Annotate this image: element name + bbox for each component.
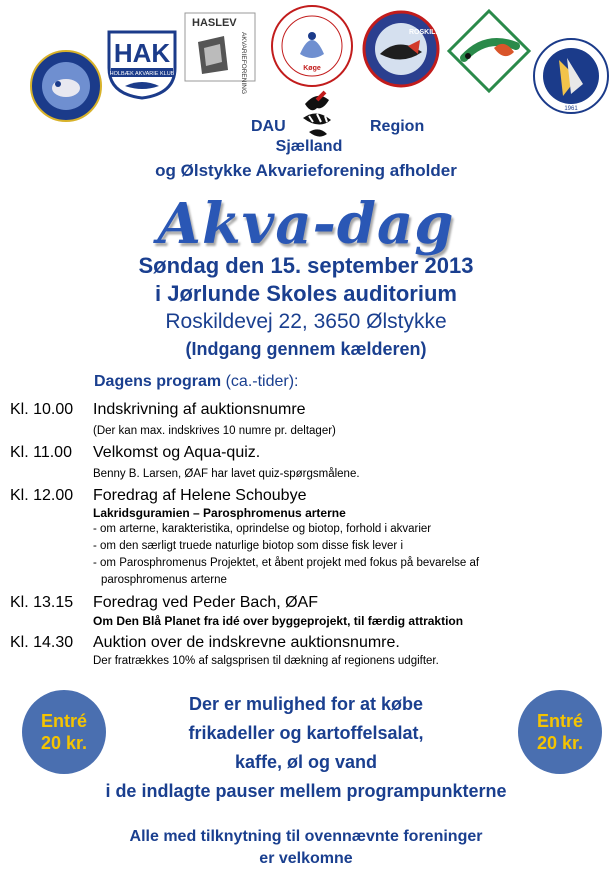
offer-line-2: frikadeller og kartoffelsalat, [188, 723, 424, 743]
program-heading-title: Dagens program [94, 373, 222, 390]
roskilde-text: ROSKILDE [409, 29, 446, 36]
organizer-line: og Ølstykke Akvarieforening afholder [155, 161, 457, 180]
program-sub-1430: Der fratrækkes 10% af salgsprisen til dækning af regionens udgifter. [93, 655, 439, 667]
haslev-text: HASLEV [192, 17, 237, 29]
program-bullet-1: - om arterne, karakteristika, oprindelse og biotop, forhold i akvarier [93, 523, 432, 535]
olstykke-year: 1961 [564, 106, 578, 112]
program-bold-sub-1200: Lakridsguramien – Parosphromenus arterne [93, 506, 346, 520]
logo-olstykke [533, 38, 609, 114]
program-heading [94, 373, 299, 391]
dau-label: DAU [251, 118, 286, 135]
offer-line-4: i de indlagte pauser mellem programpunkterne [105, 781, 507, 801]
entry-right-line1: Entré [536, 711, 583, 731]
welcome-line-2: er velkomne [259, 850, 353, 867]
logo-koge [270, 4, 354, 88]
event-venue: i Jørlunde Skoles auditorium [155, 281, 457, 306]
program-bold-sub-1315: Om Den Blå Planet fra idé over byggeprojekt, til færdig attraktion [93, 614, 464, 628]
event-entrance: (Indgang gennem kælderen) [185, 339, 427, 359]
entry-right-line2: 20 kr. [536, 733, 584, 753]
haslev-caption: AKVARIEFORENING [240, 32, 247, 95]
program-time-1100: Kl. 11.00 [10, 444, 72, 461]
region-name: Sjælland [275, 138, 343, 155]
program-title-1200: Foredrag af Helene Schoubye [93, 487, 307, 504]
program-time-1315: Kl. 13.15 [10, 594, 74, 611]
logo-hak [105, 28, 179, 100]
program-title-1315: Foredrag ved Peder Bach, ØAF [93, 594, 318, 611]
entry-left-line2: 20 kr. [40, 733, 88, 753]
program-bullet-3: - om Parosphromenus Projektet, et åbent projekt med fokus på bevarelse af [93, 557, 480, 569]
program-time-1200: Kl. 12.00 [10, 487, 74, 504]
program-title-1430: Auktion over de indskrevne auktionsnumre. [93, 634, 400, 651]
event-date: Søndag den 15. september 2013 [138, 253, 474, 278]
program-time-1000: Kl. 10.00 [10, 401, 74, 418]
program-bullet-3-cont: parosphromenus arterne [101, 574, 227, 586]
offer-line-3: kaffe, øl og vand [234, 752, 378, 772]
welcome-line-1: Alle med tilknytning til ovennævnte foreninger [129, 828, 483, 845]
entry-left-line1: Entré [40, 711, 87, 731]
logo-vestsjaelland-terrarium [446, 8, 532, 94]
region-label: Region [370, 118, 425, 135]
program-title-1100: Velkomst og Aqua-quiz. [93, 444, 261, 461]
koge-caption: Køge [303, 65, 321, 72]
hak-caption: HOLBÆK AKVARIE KLUB [109, 71, 175, 77]
event-address: Roskildevej 22, 3650 Ølstykke [165, 310, 447, 333]
program-bullet-2: - om den særligt truede naturlige biotop som disse fisk lever i [93, 540, 404, 552]
program-heading-suffix: (ca.-tider): [225, 373, 299, 390]
logo-roskilde [362, 10, 446, 88]
program-sub-1000: (Der kan max. indskrives 10 numre pr. deltager) [93, 425, 336, 437]
program-title-1000: Indskrivning af auktionsnumre [93, 401, 306, 418]
logo-aquarium-club-round [30, 50, 102, 122]
logo-haslev [184, 12, 256, 95]
event-title: Akva-dag [157, 191, 455, 257]
program-sub-1100: Benny B. Larsen, ØAF har lavet quiz-spørgsmålene. [93, 468, 360, 480]
program-time-1430: Kl. 14.30 [10, 634, 74, 651]
offer-line-1: Der er mulighed for at købe [188, 694, 424, 714]
hak-text: HAK [113, 38, 171, 68]
